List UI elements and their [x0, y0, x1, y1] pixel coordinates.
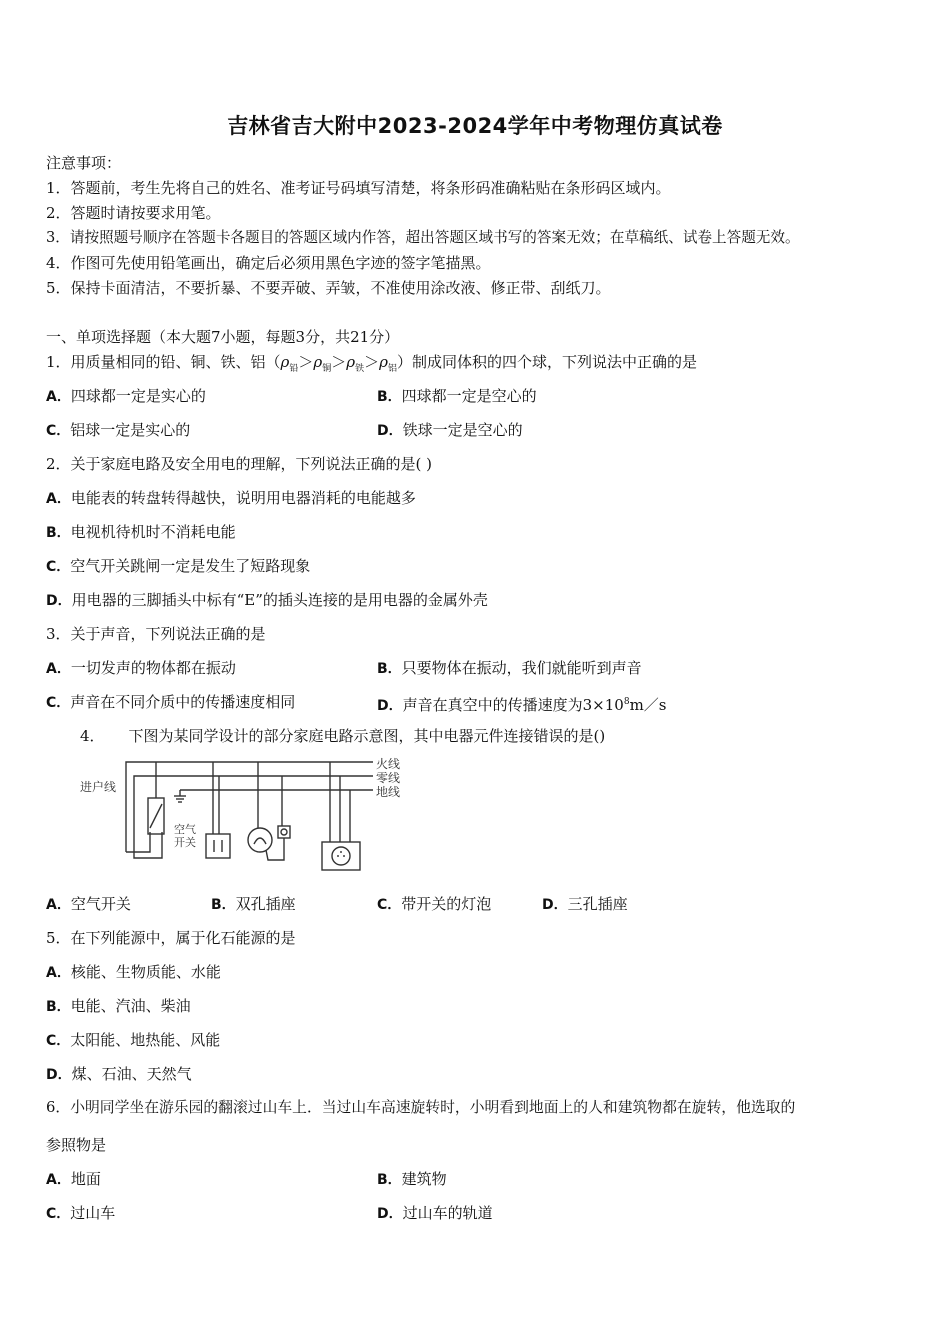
circuit-diagram — [68, 752, 418, 874]
option-text: 双孔插座 — [235, 895, 296, 913]
option-text: 建筑物 — [401, 1170, 447, 1188]
option-b[interactable] — [377, 657, 642, 680]
rho-subscript: 铁 — [355, 364, 365, 374]
option-c[interactable] — [46, 555, 310, 578]
option-text: 四球都一定是空心的 — [401, 387, 537, 405]
option-text: 一切发声的物体都在振动 — [70, 659, 236, 677]
option-d[interactable] — [377, 1202, 493, 1225]
note-item: 1．答题前，考生先将自己的姓名、准考证号码填写清楚，将条形码准确粘贴在条形码区域内。 — [46, 179, 671, 197]
ground-label: 地线 — [376, 785, 401, 799]
option-text: 煤、石油、天然气 — [71, 1065, 192, 1083]
option-d[interactable] — [46, 1063, 192, 1086]
option-letter: D． — [377, 1206, 403, 1222]
option-text: 三孔插座 — [567, 895, 628, 913]
option-b[interactable] — [46, 995, 191, 1018]
option-text: 带开关的灯泡 — [401, 895, 492, 913]
option-text: 声音在不同介质中的传播速度相同 — [70, 693, 296, 711]
section-heading: 一、单项选择题（本大题7小题，每题3分，共21分） — [46, 328, 400, 346]
option-letter: B． — [46, 999, 71, 1015]
three-hole-socket — [322, 842, 360, 870]
note-item: 5．保持卡面清洁，不要折暴、不要弄破、弄皱，不准使用涂改液、修正带、刮纸刀。 — [46, 279, 611, 297]
two-hole-socket — [206, 834, 230, 858]
page-title: 吉林省吉大附中2023-2024学年中考物理仿真试卷 — [227, 114, 723, 138]
option-letter: C． — [46, 695, 71, 711]
option-d[interactable] — [377, 419, 523, 442]
option-text: 电能表的转盘转得越快，说明用电器消耗的电能越多 — [70, 489, 416, 507]
option-letter: A． — [46, 491, 71, 507]
option-letter: B． — [377, 389, 402, 405]
neutral-wire — [134, 776, 373, 852]
option-c[interactable] — [46, 1202, 115, 1225]
option-text: 用电器的三脚插头中标有“E”的插头连接的是用电器的金属外壳 — [71, 591, 488, 609]
question-number: 4． — [80, 727, 105, 745]
option-a[interactable] — [46, 385, 206, 408]
option-c[interactable] — [377, 893, 491, 916]
option-text: 过山车 — [70, 1204, 116, 1222]
option-letter: D． — [377, 423, 403, 439]
option-text: 空气开关 — [70, 895, 131, 913]
option-c[interactable] — [46, 1029, 220, 1052]
note-item: 2．答题时请按要求用笔。 — [46, 204, 221, 222]
breaker-label: 空气 — [174, 823, 196, 836]
rho-subscript: 铝 — [387, 364, 397, 374]
option-b[interactable] — [211, 893, 296, 916]
q4-stem-text: 下图为某同学设计的部分家庭电路示意图，其中电器元件连接错误的是() — [128, 727, 606, 745]
question-1-stem — [46, 351, 697, 380]
breaker-label: 开关 — [174, 836, 196, 849]
option-d[interactable] — [46, 589, 488, 612]
option-text: 空气开关跳闸一定是发生了短路现象 — [70, 557, 311, 575]
question-3-stem: 3．关于声音，下列说法正确的是 — [46, 625, 266, 643]
note-item: 4．作图可先使用铅笔画出，确定后必须用黑色字迹的签字笔描黑。 — [46, 254, 491, 272]
option-letter: D． — [377, 698, 403, 714]
option-letter: A． — [46, 965, 71, 981]
gt-symbol: ＞ — [298, 353, 314, 371]
note-item: 3．请按照题号顺序在答题卡各题目的答题区域内作答，超出答题区域书写的答案无效；在草稿纸、试卷上答题无效。 — [46, 229, 800, 246]
option-letter: A． — [46, 661, 71, 677]
option-letter: D． — [46, 1067, 72, 1083]
option-letter: C． — [377, 897, 402, 913]
entry-label: 进户线 — [80, 780, 117, 794]
option-c[interactable] — [46, 419, 190, 442]
live-label: 火线 — [376, 757, 401, 771]
question-6-stem: 6．小明同学坐在游乐园的翻滚过山车上．当过山车高速旋转时，小明看到地面上的人和建筑物都在旋转，他选取的 — [46, 1099, 796, 1116]
option-letter: C． — [46, 423, 71, 439]
option-a[interactable] — [46, 657, 236, 680]
option-text: 太阳能、地热能、风能 — [70, 1031, 221, 1049]
bulb — [248, 828, 272, 852]
question-2-stem: 2．关于家庭电路及安全用电的理解，下列说法正确的是( ) — [46, 455, 433, 473]
gt-symbol: ＞ — [364, 353, 380, 371]
rho-symbol: ρ — [346, 353, 356, 371]
option-text: 电视机待机时不消耗电能 — [70, 523, 236, 541]
option-letter: A． — [46, 389, 71, 405]
q1-stem-end: ）制成同体积的四个球，下列说法中正确的是 — [396, 353, 697, 371]
unit: m／s — [629, 696, 667, 714]
option-letter: C． — [46, 559, 71, 575]
question-5-stem: 5．在下列能源中，属于化石能源的是 — [46, 929, 296, 947]
option-letter: C． — [46, 1033, 71, 1049]
rho-symbol: ρ — [379, 353, 388, 371]
option-a[interactable] — [46, 487, 416, 510]
option-letter: B． — [377, 1172, 402, 1188]
option-text: 核能、生物质能、水能 — [70, 963, 221, 981]
option-letter: B． — [377, 661, 402, 677]
option-d[interactable] — [377, 691, 666, 717]
option-letter: A． — [46, 897, 71, 913]
option-text: 声音在真空中的传播速度为3×10 — [402, 696, 624, 714]
option-letter: D． — [46, 593, 72, 609]
option-c[interactable] — [46, 691, 295, 714]
option-a[interactable] — [46, 893, 131, 916]
option-b[interactable] — [377, 1168, 447, 1191]
rho-symbol: ρ — [280, 353, 290, 371]
option-text: 电能、汽油、柴油 — [70, 997, 191, 1015]
option-letter: B． — [211, 897, 236, 913]
option-a[interactable] — [46, 961, 221, 984]
q1-stem-start: 1．用质量相同的铅、铜、铁、铝（ — [46, 353, 281, 371]
option-text: 铁球一定是空心的 — [402, 421, 523, 439]
option-letter: A． — [46, 1172, 71, 1188]
option-letter: B． — [46, 525, 71, 541]
rho-symbol: ρ — [313, 353, 323, 371]
option-b[interactable] — [377, 385, 537, 408]
option-a[interactable] — [46, 1168, 101, 1191]
option-text: 过山车的轨道 — [402, 1204, 493, 1222]
option-text: 四球都一定是实心的 — [70, 387, 206, 405]
gt-symbol: ＞ — [331, 353, 347, 371]
neutral-label: 零线 — [376, 771, 401, 785]
option-d[interactable] — [542, 893, 628, 916]
notes-heading: 注意事项： — [46, 154, 122, 172]
rho-subscript: 铜 — [322, 364, 332, 374]
option-text: 只要物体在振动，我们就能听到声音 — [401, 659, 642, 677]
question-6-stem-cont: 参照物是 — [46, 1136, 107, 1154]
option-b[interactable] — [46, 521, 236, 544]
exponent: 8 — [623, 697, 630, 707]
lamp-switch — [278, 826, 290, 838]
option-letter: D． — [542, 897, 568, 913]
option-letter: C． — [46, 1206, 71, 1222]
question-4-stem — [80, 725, 605, 747]
option-text: 铝球一定是实心的 — [70, 421, 191, 439]
rho-subscript: 铅 — [289, 364, 299, 374]
option-text: 地面 — [70, 1170, 101, 1188]
